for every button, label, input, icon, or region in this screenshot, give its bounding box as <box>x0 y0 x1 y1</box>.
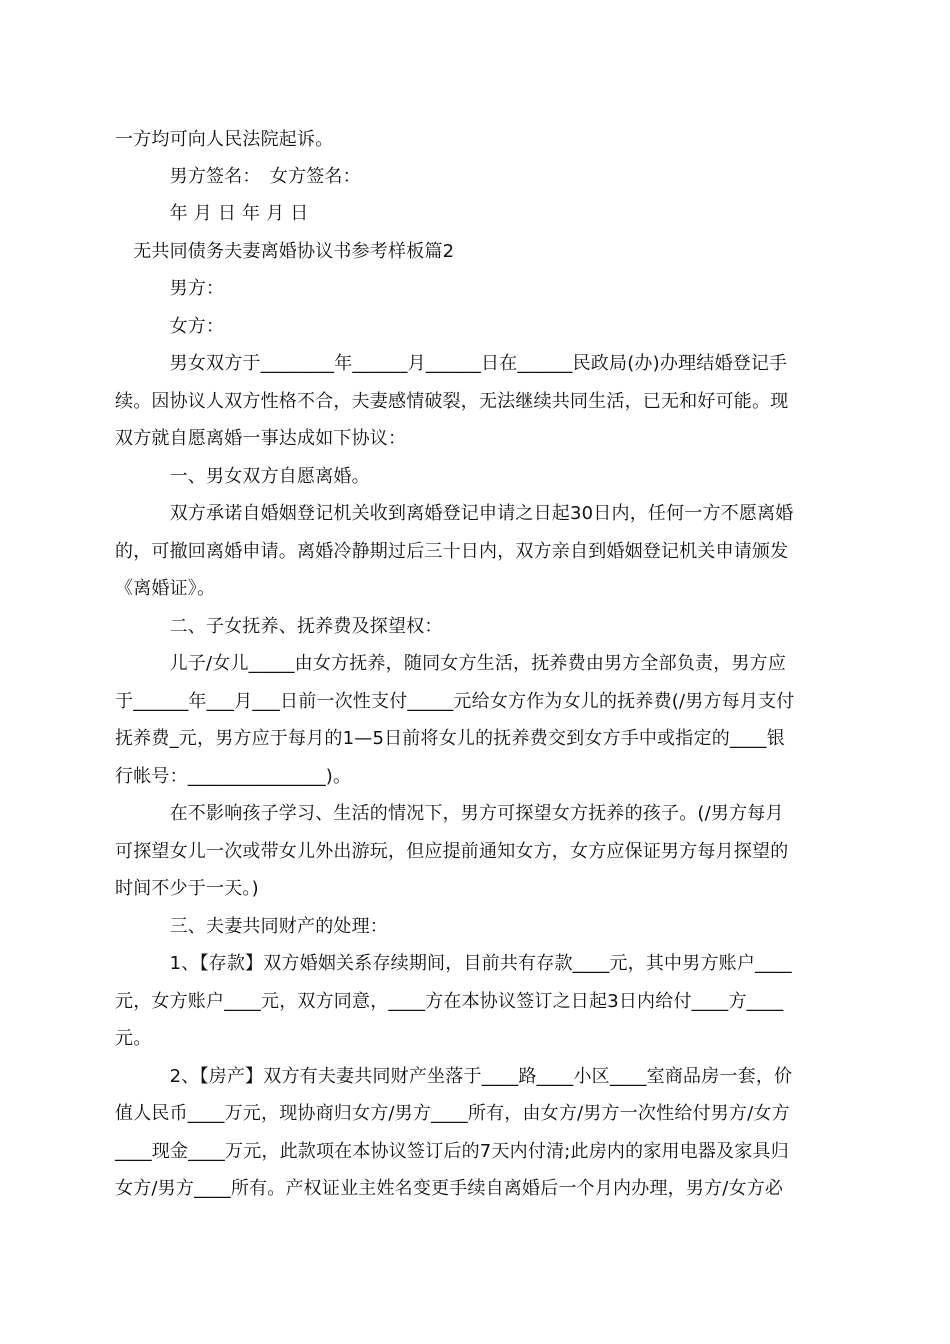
text-line: 《离婚证》。 <box>115 578 216 599</box>
text-line: 1、【存款】双方婚姻关系存续期间，目前共有存款____元，其中男方账户____ <box>115 953 792 974</box>
male-party-line: 男方： <box>115 278 225 299</box>
clause-heading: 一、男女双方自愿离婚。 <box>115 466 370 487</box>
text-line: 可探望女儿一次或带女儿外出游玩，但应提前通知女方，女方应保证男方每月探望的 <box>115 841 789 862</box>
text-line: 的，可撤回离婚申请。离婚冷静期过后三十日内，双方亲自到婚姻登记机关申请颁发 <box>115 541 789 562</box>
text-line: ____现金____万元，此款项在本协议签订后的7天内付清;此房内的家用电器及家具归 <box>115 1141 789 1162</box>
text-line: 女方/男方____所有。产权证业主姓名变更手续自离婚后一个月内办理，男方/女方必 <box>115 1178 784 1199</box>
text-line: 行帐号：_______________)。 <box>115 766 352 787</box>
signature-line: 男方签名： 女方签名： <box>115 166 361 187</box>
text-line: 续。因协议人双方性格不合，夫妻感情破裂，无法继续共同生活，已无和好可能。现 <box>115 391 789 412</box>
date-line: 年 月 日 年 月 日 <box>115 203 309 224</box>
text-line: 元。 <box>115 1028 152 1049</box>
text-line: 双方承诺自婚姻登记机关收到离婚登记申请之日起30日内，任何一方不愿离婚 <box>115 503 794 524</box>
text-line: 2、【房产】双方有夫妻共同财产坐落于____路____小区____室商品房一套，价 <box>115 1066 793 1087</box>
text-line: 元，女方账户____元，双方同意，____方在本协议签订之日起3日内给付____方____ <box>115 991 784 1012</box>
text-line: 在不影响孩子学习、生活的情况下，男方可探望女方抚养的孩子。(/男方每月 <box>115 803 784 824</box>
text-line: 儿子/女儿_____由女方抚养，随同女方生活，抚养费由男方全部负责，男方应 <box>115 653 787 674</box>
clause-heading: 三、夫妻共同财产的处理： <box>115 916 388 937</box>
clause-heading: 二、子女抚养、抚养费及探望权： <box>115 616 443 637</box>
text-line: 值人民币____万元，现协商归女方/男方____所有，由女方/男方一次性给付男方/女方 <box>115 1103 790 1124</box>
female-party-line: 女方： <box>115 316 225 337</box>
text-line: 于______年___月___日前一次性支付_____元给女方作为女儿的抚养费(/男方每月支付 <box>115 691 795 712</box>
text-line: 一方均可向人民法院起诉。 <box>115 129 334 150</box>
text-line: 时间不少于一天。) <box>115 878 259 899</box>
section-title: 无共同债务夫妻离婚协议书参考样板篇2 <box>115 241 455 262</box>
text-line: 双方就自愿离婚一事达成如下协议： <box>115 428 407 449</box>
text-line: 抚养费_元，男方应于每月的1—5日前将女儿的抚养费交到女方手中或指定的____银 <box>115 728 785 749</box>
text-line: 男女双方于________年______月______日在______民政局(办)办理结婚登记手 <box>115 353 788 374</box>
